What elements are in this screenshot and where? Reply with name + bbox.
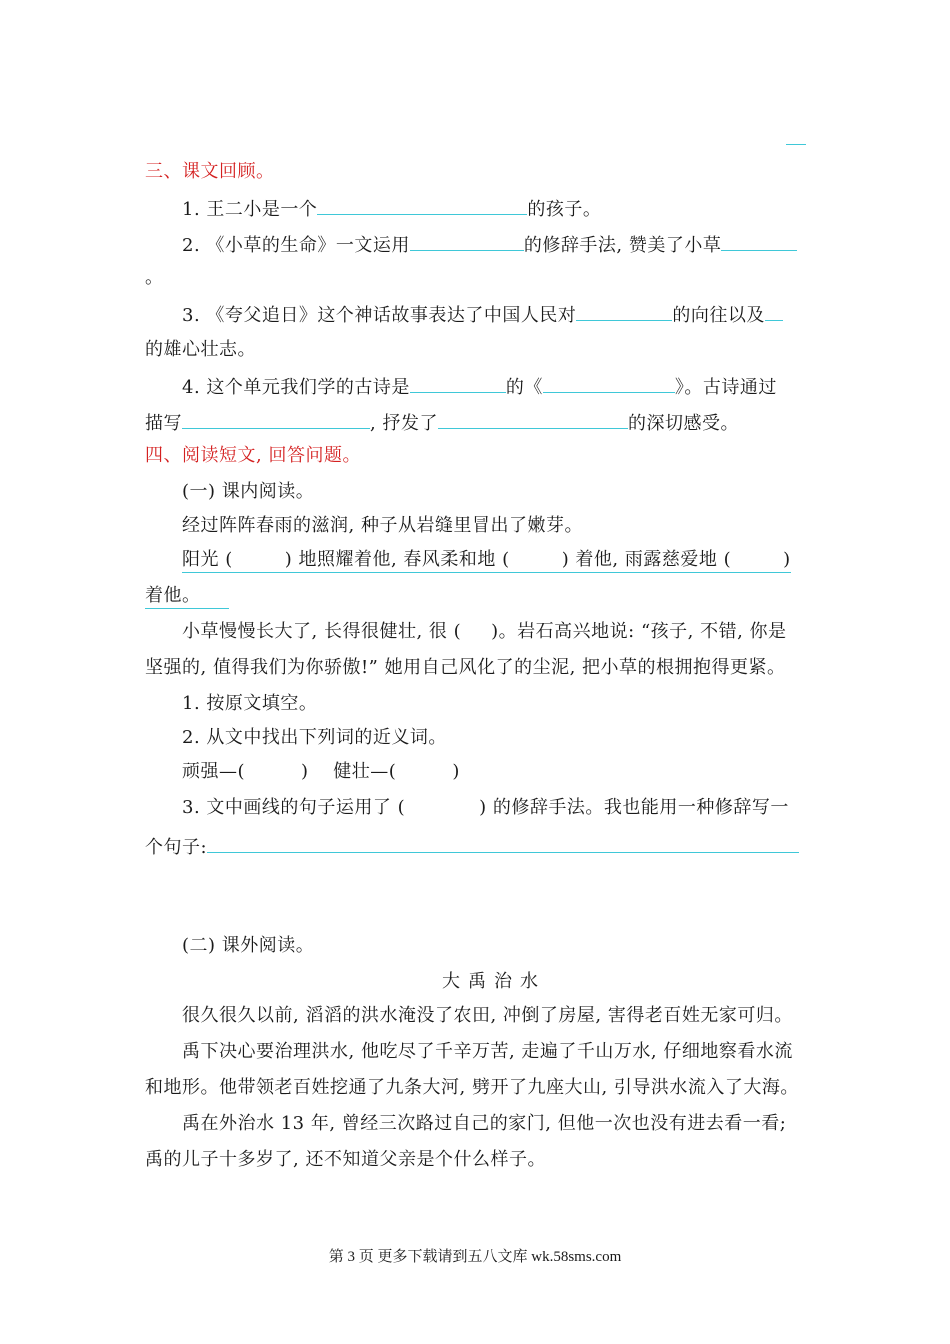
question-text: 》。古诗通过 [674,377,777,398]
underlined-sentence [182,549,791,573]
question-text: 4. 这个单元我们学的古诗是 [182,377,410,398]
question-3-3-end: 的雄心壮志。 [145,339,256,360]
question-text: 的孩子。 [527,199,602,220]
reading-paragraph-2-underlined [182,548,791,572]
question-3-3 [182,300,783,328]
question-text: 的《 [505,377,543,398]
question-text: 的深切感受。 [627,413,739,434]
paragraph-text: ) 着他, 雨露慈爱地 ( [561,549,732,570]
answer-blank[interactable] [410,372,506,393]
answer-blank[interactable] [207,832,799,853]
section-4-heading: 四、阅读短文, 回答问题。 [145,445,361,466]
question-3-4 [182,372,777,400]
reading-paragraph-1: 经过阵阵春雨的滋润, 种子从岩缝里冒出了嫩芽。 [182,515,583,536]
paragraph-text: 小草慢慢长大了, 长得很健壮, 很 ( [182,621,462,642]
paragraph-text: )。岩石高兴地说: “孩子, 不错, 你是 [491,621,787,642]
question-text: ) 的修辞手法。我也能用一种修辞写一 [479,797,789,818]
part-2-title: (二) 课外阅读。 [182,935,315,956]
reading-paragraph-3 [182,620,787,644]
word-text: ) [452,761,460,782]
question-text: 1. 王二小是一个 [182,199,318,220]
answer-blank[interactable] [543,372,675,393]
question-text: 的向往以及 [672,305,765,326]
part-1-title: (一) 课内阅读。 [182,481,315,502]
paragraph-text: ) 地照耀着他, 春风柔和地 ( [284,549,510,570]
story-paragraph-1: 很久很久以前, 滔滔的洪水淹没了农田, 冲倒了房屋, 害得老百姓无家可归。 [182,1005,793,1026]
reading-paragraph-3-cont: 坚强的, 值得我们为你骄傲!” 她用自己风化了的尘泥, 把小草的根拥抱得更紧。 [145,657,786,678]
answer-blank[interactable] [182,408,370,429]
question-text: , 抒发了 [370,413,438,434]
question-3-2 [182,230,797,258]
paragraph-text: ) [783,549,791,570]
answer-blank[interactable] [438,408,628,429]
question-4-2: 2. 从文中找出下列词的近义词。 [182,727,447,748]
answer-blank[interactable] [410,230,524,251]
story-paragraph-3-cont: 禹的儿子十多岁了, 还不知道父亲是个什么样子。 [145,1149,546,1170]
question-4-2-words [182,760,460,784]
story-paragraph-2: 禹下决心要治理洪水, 他吃尽了千辛万苦, 走遍了千山万水, 仔细地察看水流 [182,1041,793,1062]
answer-blank[interactable] [765,300,783,321]
paragraph-text: 阳光 ( [182,549,233,570]
question-text: 3. 《夸父追日》这个神话故事表达了中国人民对 [182,305,577,326]
paragraph-text: 着他。 [145,585,229,609]
question-3-1 [182,194,601,222]
question-3-4-cont [145,408,739,436]
section-3-heading: 三、课文回顾。 [145,161,275,182]
answer-blank[interactable] [576,300,672,321]
question-text: 3. 文中画线的句子运用了 ( [182,797,406,818]
question-4-3-cont [145,832,799,860]
answer-blank[interactable] [721,230,797,251]
question-3-2-end: 。 [145,267,164,288]
answer-blank[interactable] [317,194,527,215]
question-text: 的修辞手法, 赞美了小草 [523,235,722,256]
reading-paragraph-2-end [145,584,229,608]
question-4-1: 1. 按原文填空。 [182,693,318,714]
question-text: 个句子: [145,837,208,858]
question-text: 2. 《小草的生命》一文运用 [182,235,410,256]
story-paragraph-3: 禹在外治水 13 年, 曾经三次路过自己的家门, 但他一次也没有进去看一看; [182,1113,787,1134]
blank-line-mark [786,144,806,145]
page-footer: 第 3 页 更多下载请到五八文库 wk.58sms.com [328,1249,622,1265]
question-text: 描写 [145,413,182,434]
question-4-3 [182,796,789,820]
word-text: ) 健壮—( [301,761,397,782]
word-text: 顽强—( [182,761,246,782]
story-title: 大禹治水 [442,971,546,992]
story-paragraph-2-cont: 和地形。他带领老百姓挖通了九条大河, 劈开了九座大山, 引导洪水流入了大海。 [145,1077,799,1098]
